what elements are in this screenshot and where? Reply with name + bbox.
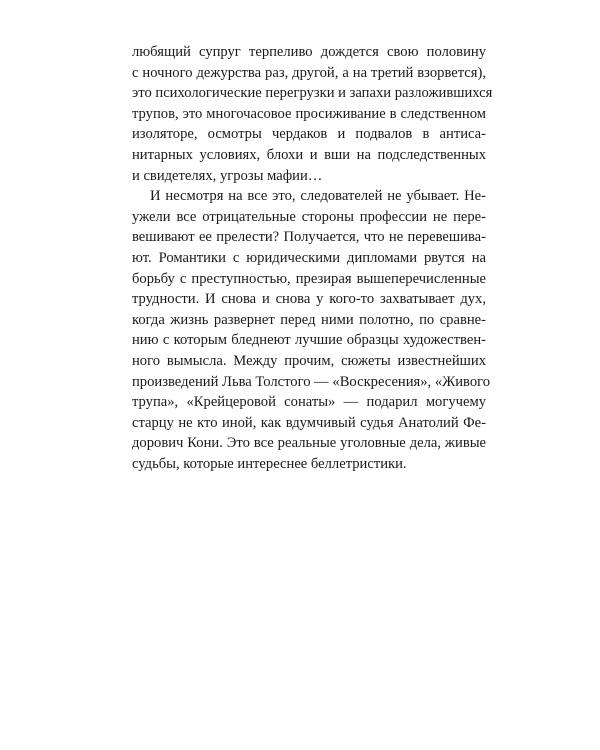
text-line: вешивают ее прелести? Получается, что не перевешива- [132, 229, 486, 246]
text-line: трупа», «Крейцеровой сонаты» — подарил могучему [132, 394, 486, 411]
text-line: изоляторе, осмотры чердаков и подвалов в антиса- [132, 126, 486, 143]
paragraph-1 [132, 42, 493, 186]
text-line: и свидетелях, угрозы мафии… [132, 167, 323, 184]
text-line: ужели все отрицательные стороны профессии не пере- [132, 208, 486, 225]
text-line: когда жизнь развернет перед ними полотно, по сравне- [132, 311, 486, 328]
text-line: борьбу с преступностью, презирая вышеперечисленные [132, 270, 486, 287]
paragraph-2 [132, 186, 491, 474]
text-line: ного вымысла. Между прочим, сюжеты известнейших [132, 352, 486, 369]
text-line: с ночного дежурства раз, другой, а на третий взорвется), [132, 64, 486, 81]
text-line: ют. Романтики с юридическими дипломами рвутся на [132, 249, 486, 266]
text-line: дорович Кони. Это все реальные уголовные дела, живые [132, 435, 486, 452]
text-line: нитарных условиях, блохи и вши на подследственных [132, 146, 486, 163]
text-line: трудности. И снова и снова у кого-то захватывает дух, [132, 291, 486, 308]
text-line: И несмотря на все это, следователей не убывает. Не- [150, 188, 486, 205]
text-line: судьбы, которые интереснее беллетристики. [132, 455, 407, 472]
text-line: трупов, это многочасовое просиживание в следственном [132, 105, 486, 122]
text-line: это психологические перегрузки и запахи разложившихся [132, 85, 493, 102]
text-line: любящий супруг терпеливо дождется свою половину [132, 44, 486, 60]
text-line: старцу не кто иной, как вдумчивый судья Анатолий Фе- [132, 414, 486, 431]
text-line: произведений Льва Толстого — «Воскресения», «Живого [132, 373, 491, 390]
text-line: нию с которым бледнеют лучшие образцы художествен- [132, 332, 486, 349]
body-text [132, 42, 493, 474]
